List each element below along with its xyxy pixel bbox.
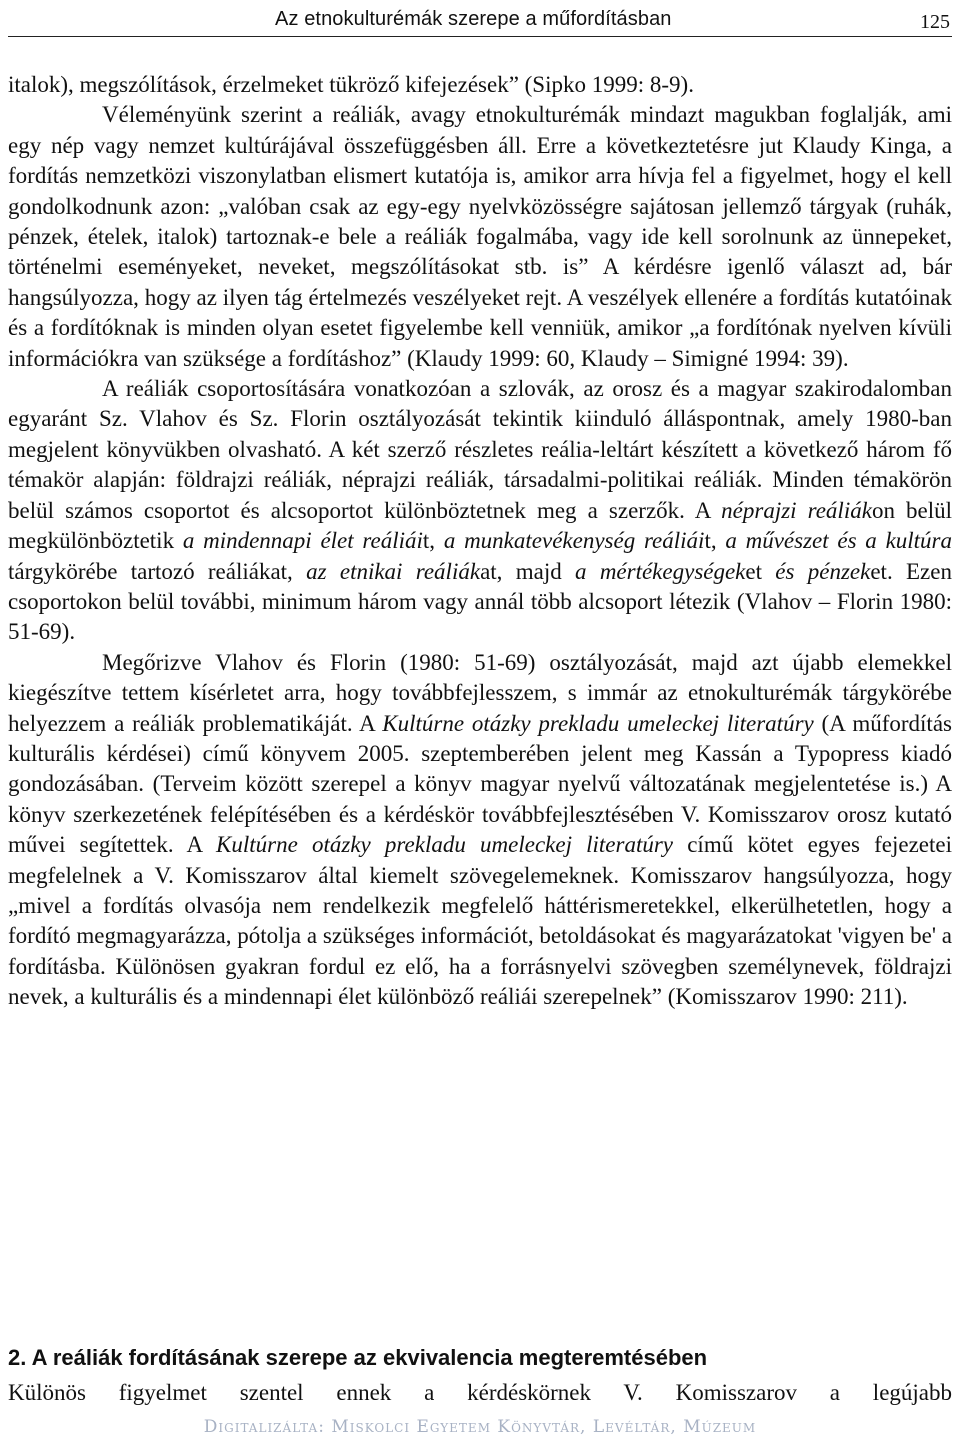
italic-text: a művészet és a kultúra <box>725 528 953 554</box>
text-run: et. Ezen csoportokon belül további, minimum három vagy annál több alcsoport létezik (Vlahov – Florin 1980: 51-69). <box>8 558 952 645</box>
book-page <box>8 0 952 1440</box>
body-text <box>8 70 952 1013</box>
body-paragraph <box>8 374 952 648</box>
text-run: Megőrizve Vlahov és Florin (1980: 51-69) osztályozását, majd azt újabb elemekkel kiegészítve tettem kísérletet arra, hogy továbbfejlesszem, s immár az etnokulturémák tárgykörébe helyezzem a reáliák problematikáját. A <box>8 649 952 736</box>
italic-text: a mindennapi élet reáliái <box>182 528 423 554</box>
text-run: A reáliák csoportosítására vonatkozóan a szlovák, az orosz és a magyar szakirodalomban egyaránt Sz. Vlahov és Sz. Florin osztályozását tekintik kiinduló álláspontnak, amely 1980-ban megjelent könyvükben olvasható. A két szerző részletes reália-leltárt készített a következő három fő témakör alapján: földrajzi reáliák, néprajzi reáliák, társadalmi-politikai reáliák. Minden témakörön belül számos csoportot és alcsoportot különböztetnek meg a szerzők. A <box>8 376 952 523</box>
italic-text: és pénzek <box>775 558 871 584</box>
text-run: et <box>745 558 776 584</box>
italic-text: Kultúrne otázky prekladu umeleckej literatúry <box>382 710 814 736</box>
running-header <box>8 6 952 37</box>
text-run: t, <box>704 528 726 554</box>
italic-text: a munkatevékenység reáliái <box>443 528 705 554</box>
page-number: 125 <box>920 11 950 33</box>
text-run: tárgykörébe tartozó reáliákat, <box>8 558 307 584</box>
italic-text: a mértékegységek <box>575 558 746 584</box>
digitization-watermark: Digitalizálta: Miskolci Egyetem Könyvtár, Levéltár, Múzeum <box>203 1417 757 1437</box>
text-run: című kötet egyes fejezetei megfelelnek a V. Komisszarov által kiemelt szövegelemeknek. Komisszarov hangsúlyozza, hogy „mivel a fordítás olvasója nem rendelkezik megfelelő háttérismeretekkel, elkerülhetetlen, hogy a fordító megmagyarázza, pótolja a szükséges információt, betoldásokat és magyarázatokat 'vigyen be' a fordításba. Különösen gyakran fordul ez elő, ha a forrásnyelvi szövegben személynevek, földrajzi nevek, a kulturális és a mindennapi élet különböző reáliái szerepelnek” (Komisszarov 1990: 211). <box>8 832 952 1010</box>
text-run: at, majd <box>480 558 576 584</box>
text-run: on belül megkülönböztetik <box>8 497 953 554</box>
running-title: Az etnokulturémák szerepe a műfordításban <box>275 8 672 30</box>
text-run: (A műfordítás kulturális kérdései) című könyvem 2005. szeptemberében jelent meg Kassán a Typopress kiadó gondozásában. (Terveim között szerepel a könyv magyar nyelvű változatának megjelentetése is.) A könyv szerkezetének felépítésében és a kérdéskör továbbfejlesztésében V. Komisszarov orosz kutató művei segítettek. A <box>8 710 952 858</box>
italic-text: az etnikai reáliák <box>306 558 481 584</box>
text-run: Véleményünk szerint a reáliák, avagy etnokulturémák mindazt magukban foglalják, ami egy nép vagy nemzet kultúrájával összefüggésben áll. Erre a következtetésre jut Klaudy Kinga, a fordítás nemzetközi viszonylatban elismert kutatója is, amikor arra hívja fel a figyelmet, hogy el kell gondolkodnunk azon: „valóban csak az egy-egy nyelvközösségre sajátosan jellemző tárgyak (ruhák, pénzek, ételek, italok) tartoznak-e bele a reáliák fogalmába, vagy ide kell sorolnunk az ünnepeket, történelmi eseményeket, neveket, megszólításokat stb. is” A kérdésre igenlő választ ad, bár hangsúlyozza, hogy az ilyen tág értelmezés veszélyeket rejt. A veszélyek ellenére a fordítás kutatóinak és a fordítóknak is minden olyan esetet figyelembe kell venniük, amikor „a fordítónak nyelven kívüli információkra van szüksége a fordításhoz” (Klaudy 1999: 60, Klaudy – Simigné 1994: 39). <box>8 102 952 371</box>
text-run: italok), megszólítások, érzelmeket tükröző kifejezések” (Sipko 1999: 8-9). <box>8 72 694 97</box>
body-paragraph <box>8 100 952 374</box>
section-first-line: Különös figyelmet szentel ennek a kérdéskörnek V. Komisszarov a legújabb <box>8 1380 952 1405</box>
italic-text: néprajzi reáliák <box>721 497 872 523</box>
section-heading: 2. A reáliák fordításának szerepe az ekvivalencia megteremtésében <box>8 1345 708 1370</box>
body-paragraph <box>8 70 952 100</box>
body-paragraph <box>8 648 952 1013</box>
italic-text: Kultúrne otázky prekladu umeleckej literatúry <box>216 832 674 858</box>
text-run: t, <box>422 528 444 554</box>
